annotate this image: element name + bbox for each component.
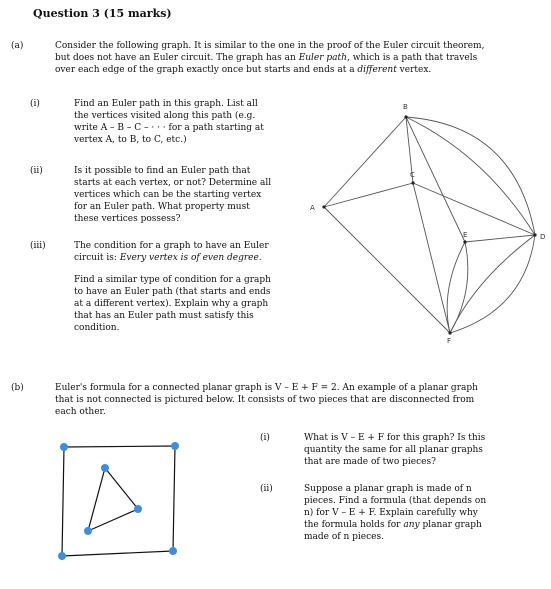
vertex-label-d: D — [540, 233, 546, 241]
vertex-inner-2 — [84, 527, 92, 535]
part-a-ii-text: Is it possible to find an Euler path that starts at each vertex, or not? Determine all vertices which can be the starting vertex for an Euler path. What property must these vertices possess? — [74, 166, 272, 224]
planar-graph-b — [50, 435, 190, 565]
part-a-intro-em1: Euler path — [298, 53, 347, 63]
edge-a-c — [324, 183, 413, 207]
part-a-i-text: Find an Euler path in this graph. List all the vertices visited along this path (e.g. write A – B – C – · · · for a path starting at vertex A, to B, to C, etc.) — [74, 99, 264, 145]
part-a-iii — [30, 240, 274, 334]
part-b-i — [260, 432, 492, 468]
part-b-i-text: What is V – E + F for this graph? Is this quantity the same for all planar graphs that are made of two pieces? — [304, 433, 486, 467]
vertex-d — [533, 233, 536, 236]
part-a-intro-em2: different — [357, 65, 397, 75]
part-a-iii-text-1: The condition for a graph to have an Euler circuit is: — [74, 241, 269, 263]
part-b-label: (b) — [11, 383, 24, 393]
vertex-inner-1 — [101, 464, 109, 472]
vertex-e — [463, 240, 466, 243]
part-a-intro — [11, 40, 495, 76]
part-b-intro — [11, 382, 495, 418]
vertex-outer-4 — [58, 552, 66, 560]
vertex-outer-2 — [171, 442, 179, 450]
part-a-iii-text-2: Find a similar type of condition for a graph to have an Euler path (that starts and ends at a different vertex). Explain why a graph that has an Euler path must satisfy this condition. — [74, 275, 271, 333]
edge-outer-top — [64, 446, 175, 447]
part-a-i — [30, 98, 274, 146]
edge-d-f-2 — [450, 235, 535, 333]
part-a-label: (a) — [11, 41, 24, 51]
edge-inner-1 — [88, 468, 105, 531]
vertex-outer-1 — [60, 443, 68, 451]
part-a-intro-2: , which is a path that travels over each edge of the graph exactly once but starts and ends at a — [55, 53, 478, 75]
vertex-label-f: F — [447, 337, 452, 345]
edge-inner-3 — [105, 468, 138, 509]
vertex-label-b: B — [403, 103, 408, 111]
edge-d-f-1 — [450, 235, 535, 333]
edge-outer-right — [173, 446, 175, 551]
edge-outer-bottom — [62, 551, 173, 556]
vertex-outer-3 — [169, 547, 177, 555]
part-a-ii — [30, 165, 274, 225]
part-a-i-label: (i) — [30, 99, 40, 109]
vertex-c — [411, 181, 414, 184]
part-b-ii-text-2: planar graph made of n pieces. — [304, 520, 482, 542]
part-a-iii-label: (iii) — [30, 241, 46, 251]
part-b-intro-text: Euler's formula for a connected planar graph is V – E + F = 2. An example of a planar graph that is not connected is pictured below. It consists of two pieces that are disconnected from each other. — [55, 383, 478, 417]
part-b-ii-label: (ii) — [260, 484, 273, 494]
part-b-ii-text-1: Suppose a planar graph is made of n pieces. Find a formula (that depends on n) for V – E + F. Explain carefully why the formula holds for — [304, 484, 487, 530]
part-b-ii — [260, 483, 492, 543]
vertex-label-c: C — [410, 171, 415, 179]
edge-a-f — [324, 207, 450, 333]
vertex-label-a: A — [310, 204, 315, 212]
part-a-iii-em: Every vertex is of even degree. — [119, 253, 262, 263]
part-a-intro-3: vertex. — [396, 65, 432, 75]
vertex-a — [322, 205, 325, 208]
edge-e-d — [465, 235, 535, 242]
edge-b-e — [406, 117, 468, 242]
part-a-ii-label: (ii) — [30, 166, 43, 176]
edge-e-f-1 — [447, 242, 465, 333]
edge-b-d-2 — [406, 117, 535, 235]
edge-outer-left — [62, 447, 64, 556]
edge-a-b — [324, 117, 406, 207]
part-a-intro-1: Consider the following graph. It is similar to the one in the proof of the Euler circuit theorem, but does not have an Euler circuit. The graph has an — [55, 41, 485, 63]
vertex-b — [404, 115, 407, 118]
edge-inner-2 — [88, 509, 138, 531]
vertex-f — [448, 331, 451, 334]
vertex-inner-3 — [134, 505, 142, 513]
euler-graph-a — [300, 95, 550, 345]
edge-c-f — [413, 183, 450, 333]
part-b-i-label: (i) — [260, 433, 270, 443]
question-title: Question 3 (15 marks) — [33, 7, 172, 20]
vertex-label-e: E — [463, 231, 468, 239]
part-b-ii-em: any — [403, 520, 420, 530]
